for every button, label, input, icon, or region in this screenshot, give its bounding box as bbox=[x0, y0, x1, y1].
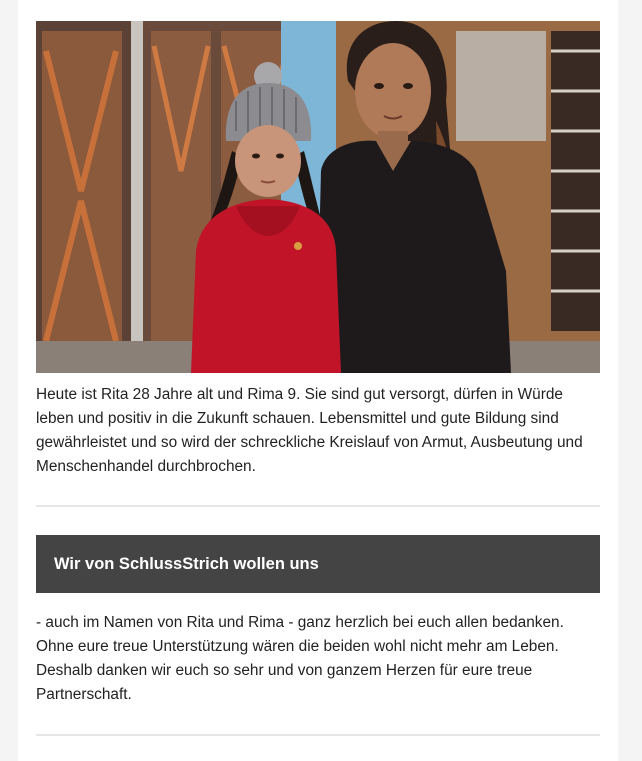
article-photo bbox=[36, 21, 600, 373]
section-divider bbox=[36, 734, 600, 736]
heading-banner bbox=[36, 535, 600, 593]
section-divider bbox=[36, 505, 600, 507]
section-heading: Wir von SchlussStrich wollen uns bbox=[54, 555, 319, 573]
email-content bbox=[18, 0, 618, 761]
thanks-paragraph: - auch im Namen von Rita und Rima - ganz herzlich bei euch allen bedanken. Ohne eure treue Unterstützung wären die beiden wohl nicht mehr am Leben. Deshalb danken wir euch so sehr und von ganzem Herzen für eure treue Partnerschaft. bbox=[36, 614, 564, 703]
intro-paragraph: Heute ist Rita 28 Jahre alt und Rima 9. Sie sind gut versorgt, dürfen in Würde leben und positiv in die Zukunft schauen. Lebensmittel und gute Bildung sind gewährleistet und so wird der schreckliche Kreislauf von Armut, Ausbeutung und Menschenhandel durchbrochen. bbox=[36, 386, 583, 475]
